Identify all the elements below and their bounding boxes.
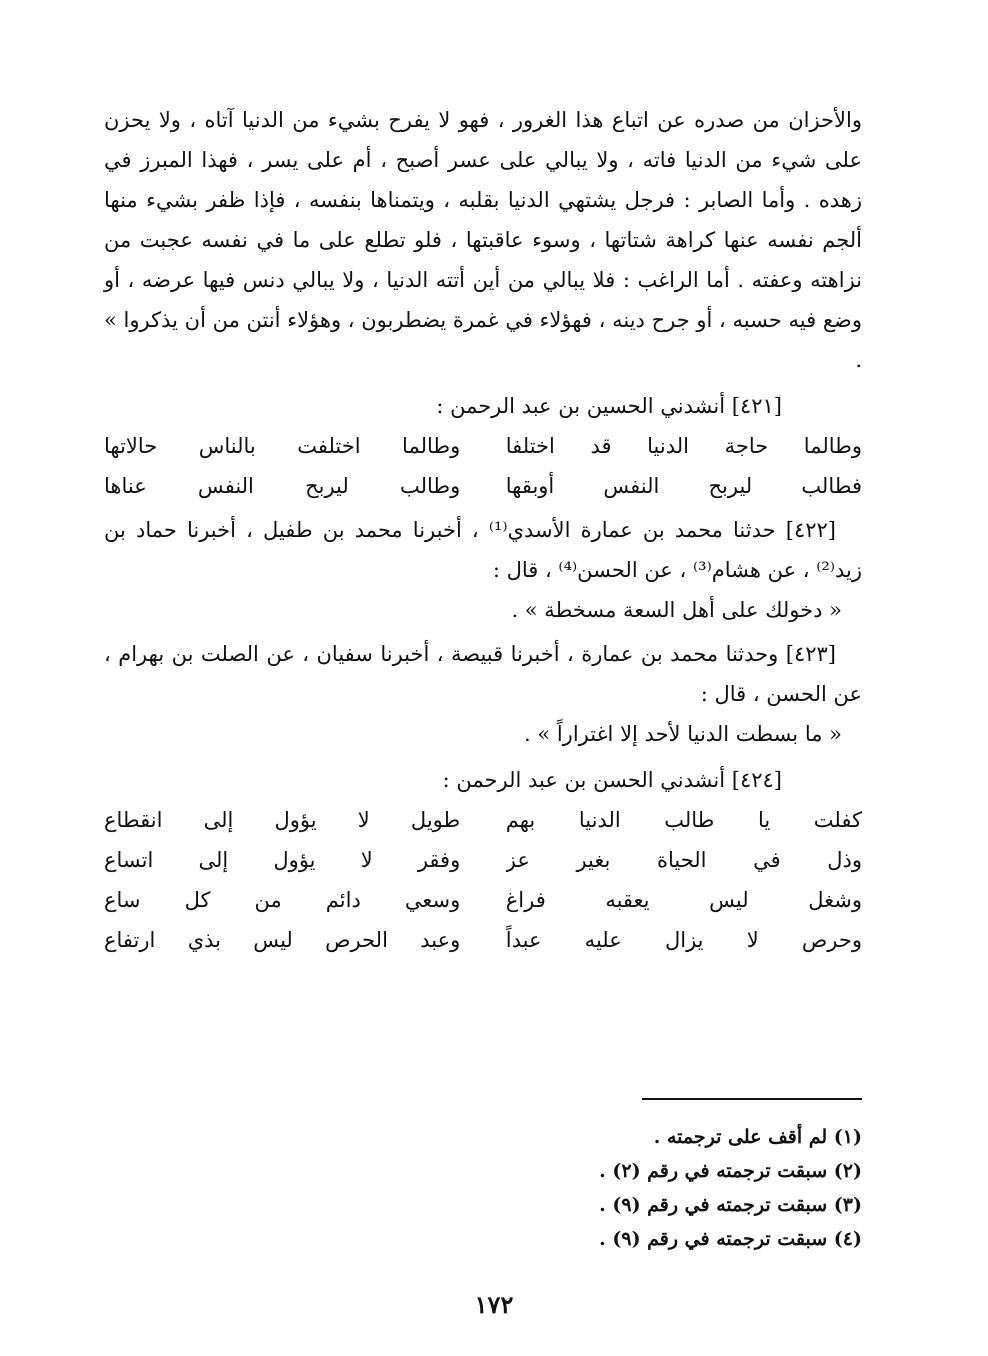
verse-second-hemistich: وسعي دائم من كل ساع	[104, 888, 461, 912]
verse-second-hemistich: وفقر لا يؤول إلى اتساع	[104, 848, 461, 872]
footnotes	[540, 1120, 862, 1256]
verse-first-hemistich: وذل في الحياة بغير عز	[505, 848, 862, 872]
footnote-item: (٢) سبقت ترجمته في رقم (٢) .	[599, 1160, 862, 1182]
entry-422-quote: « دخولك على أهل السعة مسخطة » .	[511, 598, 842, 622]
verse-line	[104, 920, 862, 960]
verse-first-hemistich: وشغل ليس يعقبه فراغ	[505, 888, 862, 912]
footnote-divider	[642, 1098, 862, 1100]
entry-number: [٤٢٣]	[785, 642, 836, 666]
entry-number: [٤٢٤]	[731, 768, 782, 792]
verse-first-hemistich: فطالب ليربح النفس أوبقها	[505, 474, 862, 498]
entry-422	[104, 510, 862, 590]
verse-line	[104, 880, 862, 920]
entry-intro-text: أنشدني الحسين بن عبد الرحمن :	[436, 394, 726, 418]
footnote-item: (١) لم أقف على ترجمته .	[653, 1126, 862, 1148]
entry-424-intro	[104, 760, 862, 800]
verse-second-hemistich: وطالب ليربح النفس عناها	[104, 474, 461, 498]
entry-number: [٤٢٢]	[785, 518, 836, 542]
entry-421-intro	[104, 386, 862, 426]
entry-number: [٤٢١]	[731, 394, 782, 418]
verse-second-hemistich: وعبد الحرص ليس بذي ارتفاع	[104, 928, 461, 952]
verse-line	[104, 426, 862, 466]
entry-text: حدثنا محمد بن عمارة الأسدي⁽¹⁾ ، أخبرنا محمد بن طفيل ، أخبرنا حماد بن زيد⁽²⁾ ، عن هشام⁽³⁾ ، عن الحسن⁽⁴⁾ ، قال :	[104, 518, 862, 582]
entry-423-quote: « ما بسطت الدنيا لأحد إلا اغتراراً » .	[523, 722, 842, 746]
verse-first-hemistich: وطالما حاجة الدنيا قد اختلفا	[505, 434, 862, 458]
entry-text: وحدثنا محمد بن عمارة ، أخبرنا قبيصة ، أخبرنا سفيان ، عن الصلت بن بهرام ، عن الحسن ، قال :	[104, 642, 862, 706]
entry-421-verses	[104, 426, 862, 506]
verse-first-hemistich: وحرص لا يزال عليه عبداً	[505, 928, 862, 952]
verse-line	[104, 466, 862, 506]
verse-second-hemistich: وطالما اختلفت بالناس حالاتها	[104, 434, 461, 458]
paragraph-continuation: والأحزان من صدره عن اتباع هذا الغرور ، فهو لا يفرح بشيء من الدنيا آتاه ، ولا يحزن على شيء من الدنيا فاته ، ولا يبالي على عسر أصبح ، أم على يسر ، فهذا المبرز في زهده . وأما الصابر : فرجل يشتهي الدنيا بقلبه ، ويتمناها بنفسه ، فإذا ظفر بشيء منها ألجم نفسه عنها كراهة شتاتها ، وسوء عاقبتها ، فلو تطلع على ما في نفسه عجبت من نزاهته وعفته . أما الراغب : فلا يبالي من أين أتته الدنيا ، ولا يبالي دنس فيها عرضه ، أو وضع فيه حسبه ، أو جرح دينه ، فهؤلاء في غمرة يضطربون ، وهؤلاء أنتن من أن يذكروا » .	[104, 108, 862, 372]
verse-line	[104, 800, 862, 840]
entry-423	[104, 634, 862, 714]
entry-424-verses	[104, 800, 862, 960]
footnote-item: (٤) سبقت ترجمته في رقم (٩) .	[599, 1228, 862, 1250]
page-number: ١٧٢	[474, 1290, 514, 1319]
footnote-item: (٣) سبقت ترجمته في رقم (٩) .	[599, 1194, 862, 1216]
verse-first-hemistich: كفلت يا طالب الدنيا بهم	[505, 808, 862, 832]
main-text	[104, 100, 862, 960]
verse-line	[104, 840, 862, 880]
entry-intro-text: أنشدني الحسن بن عبد الرحمن :	[442, 768, 726, 792]
verse-second-hemistich: طويل لا يؤول إلى انقطاع	[104, 808, 461, 832]
